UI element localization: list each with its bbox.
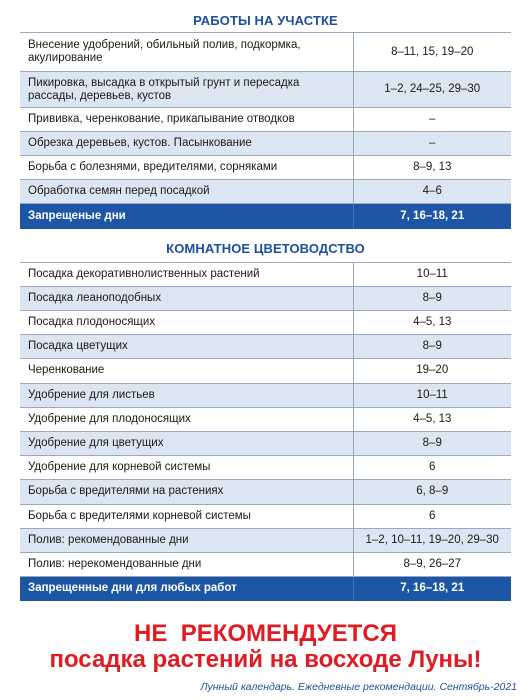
indoor-gardening-table (20, 262, 511, 602)
row-value: 6 (353, 455, 511, 479)
forbidden-label: Запрещеные дни (20, 204, 353, 229)
row-label: Борьба с болезнями, вредителями, сорняками (20, 156, 353, 180)
row-label: Обработка семян перед посадкой (20, 180, 353, 204)
row-value: – (353, 132, 511, 156)
row-value: 8–9 (353, 334, 511, 358)
row-value: 19–20 (353, 358, 511, 383)
table-row (20, 358, 511, 383)
forbidden-value: 7, 16–18, 21 (353, 576, 511, 601)
warning-line-1: НЕ РЕКОМЕНДУЕТСЯ (134, 620, 397, 647)
indoor-section-title: КОМНАТНОЕ ЦВЕТОВОДСТВО (166, 240, 365, 256)
row-label: Посадка плодоносящих (20, 310, 353, 334)
table-row (20, 33, 511, 72)
row-label: Посадка леаноподобных (20, 286, 353, 310)
forbidden-label: Запрещенные дни для любых работ (20, 576, 353, 601)
footer-caption: Лунный календарь. Ежедневные рекомендации. Сентябрь-2021 (200, 681, 517, 693)
table-row (20, 528, 511, 552)
table-row (20, 310, 511, 334)
table-row (20, 455, 511, 479)
row-label: Удобрение для листьев (20, 383, 353, 407)
row-value: 6 (353, 504, 511, 528)
table-row (20, 383, 511, 407)
row-value: 4–6 (353, 180, 511, 204)
warning-line-2: посадка растений на восходе Луны! (49, 646, 482, 673)
table-row (20, 286, 511, 310)
row-label: Черенкование (20, 358, 353, 383)
row-label: Полив: нерекомендованные дни (20, 552, 353, 576)
table-row (20, 262, 511, 286)
row-value: 6, 8–9 (353, 479, 511, 504)
row-value: 8–9, 13 (353, 156, 511, 180)
table-row (20, 407, 511, 431)
row-label: Прививка, черенкование, прикапывание отводков (20, 108, 353, 132)
row-value: 10–11 (353, 383, 511, 407)
site-works-table (20, 32, 511, 229)
row-label: Удобрение для цветущих (20, 431, 353, 455)
forbidden-days-row (20, 576, 511, 601)
table-row (20, 504, 511, 528)
row-value: 10–11 (353, 262, 511, 286)
row-value: 1–2, 24–25, 29–30 (353, 72, 511, 108)
row-label: Посадка декоративнолиственных растений (20, 262, 353, 286)
row-value: 8–9 (353, 431, 511, 455)
moonrise-warning (0, 621, 531, 673)
calendar-content (20, 0, 511, 601)
row-value: 1–2, 10–11, 19–20, 29–30 (353, 528, 511, 552)
row-value: 4–5, 13 (353, 407, 511, 431)
row-value: – (353, 108, 511, 132)
table-row (20, 156, 511, 180)
table-row (20, 132, 511, 156)
row-label: Полив: рекомендованные дни (20, 528, 353, 552)
site-section-title: РАБОТЫ НА УЧАСТКЕ (193, 13, 338, 28)
row-label: Внесение удобрений, обильный полив, подкормка, акулирование (20, 33, 353, 72)
row-value: 8–9, 26–27 (353, 552, 511, 576)
table-row (20, 479, 511, 504)
row-value: 8–11, 15, 19–20 (353, 33, 511, 72)
row-label: Удобрение для плодоносящих (20, 407, 353, 431)
row-label: Обрезка деревьев, кустов. Пасынкование (20, 132, 353, 156)
table-row (20, 108, 511, 132)
table-row (20, 431, 511, 455)
row-label: Удобрение для корневой системы (20, 455, 353, 479)
forbidden-value: 7, 16–18, 21 (353, 204, 511, 229)
row-value: 4–5, 13 (353, 310, 511, 334)
table-row (20, 334, 511, 358)
row-label: Борьба с вредителями корневой системы (20, 504, 353, 528)
row-label: Посадка цветущих (20, 334, 353, 358)
row-value: 8–9 (353, 286, 511, 310)
table-row (20, 552, 511, 576)
row-label: Борьба с вредителями на растениях (20, 479, 353, 504)
table-row (20, 180, 511, 204)
forbidden-days-row (20, 204, 511, 229)
row-label: Пикировка, высадка в открытый грунт и пересадка рассады, деревьев, кустов (20, 72, 353, 108)
table-row (20, 72, 511, 108)
